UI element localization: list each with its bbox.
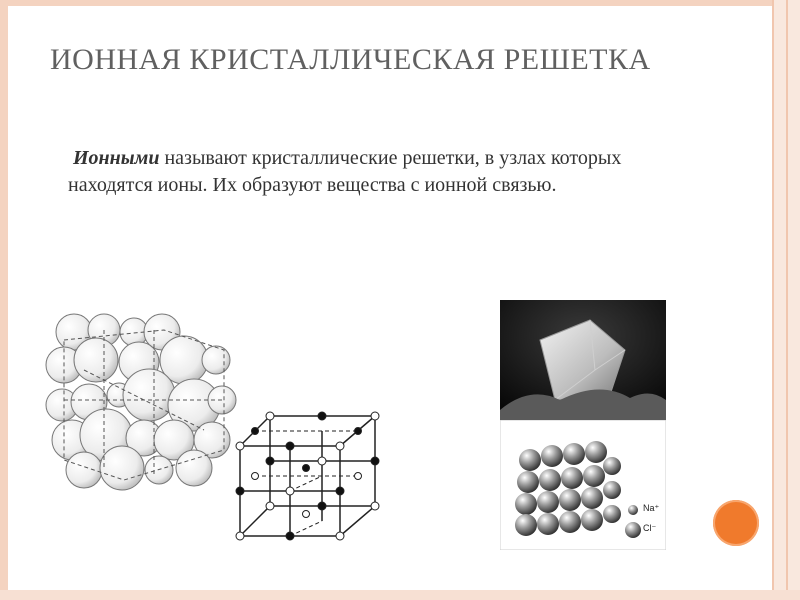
- frame-right-line: [786, 0, 788, 600]
- na-ion-legend-icon: [628, 505, 638, 515]
- cubic-lattice-diagram: [230, 406, 386, 546]
- frame-bottom-border: [0, 590, 800, 600]
- cl-ion-legend-icon: [625, 522, 641, 538]
- body-rest-text: называют кристаллические решетки, в узлах которых находятся ионы. Их образуют вещества с ионной связью.: [68, 147, 622, 196]
- body-emphasis-word: Ионными: [73, 147, 160, 169]
- frame-left-border: [0, 0, 8, 600]
- decorative-orange-circle: [713, 500, 759, 546]
- frame-top-band: [0, 0, 800, 6]
- frame-right-line: [772, 0, 774, 600]
- ion-spheres-illustration: [44, 310, 240, 494]
- na-ion-label: Na⁺: [643, 503, 660, 513]
- slide-body-text: [68, 145, 688, 199]
- nacl-packing-diagram: [500, 420, 666, 550]
- salt-crystal-photo: [500, 300, 666, 420]
- slide-title: ИОННАЯ КРИСТАЛЛИЧЕСКАЯ РЕШЕТКА: [50, 43, 651, 76]
- cl-ion-label: Cl⁻: [643, 523, 657, 533]
